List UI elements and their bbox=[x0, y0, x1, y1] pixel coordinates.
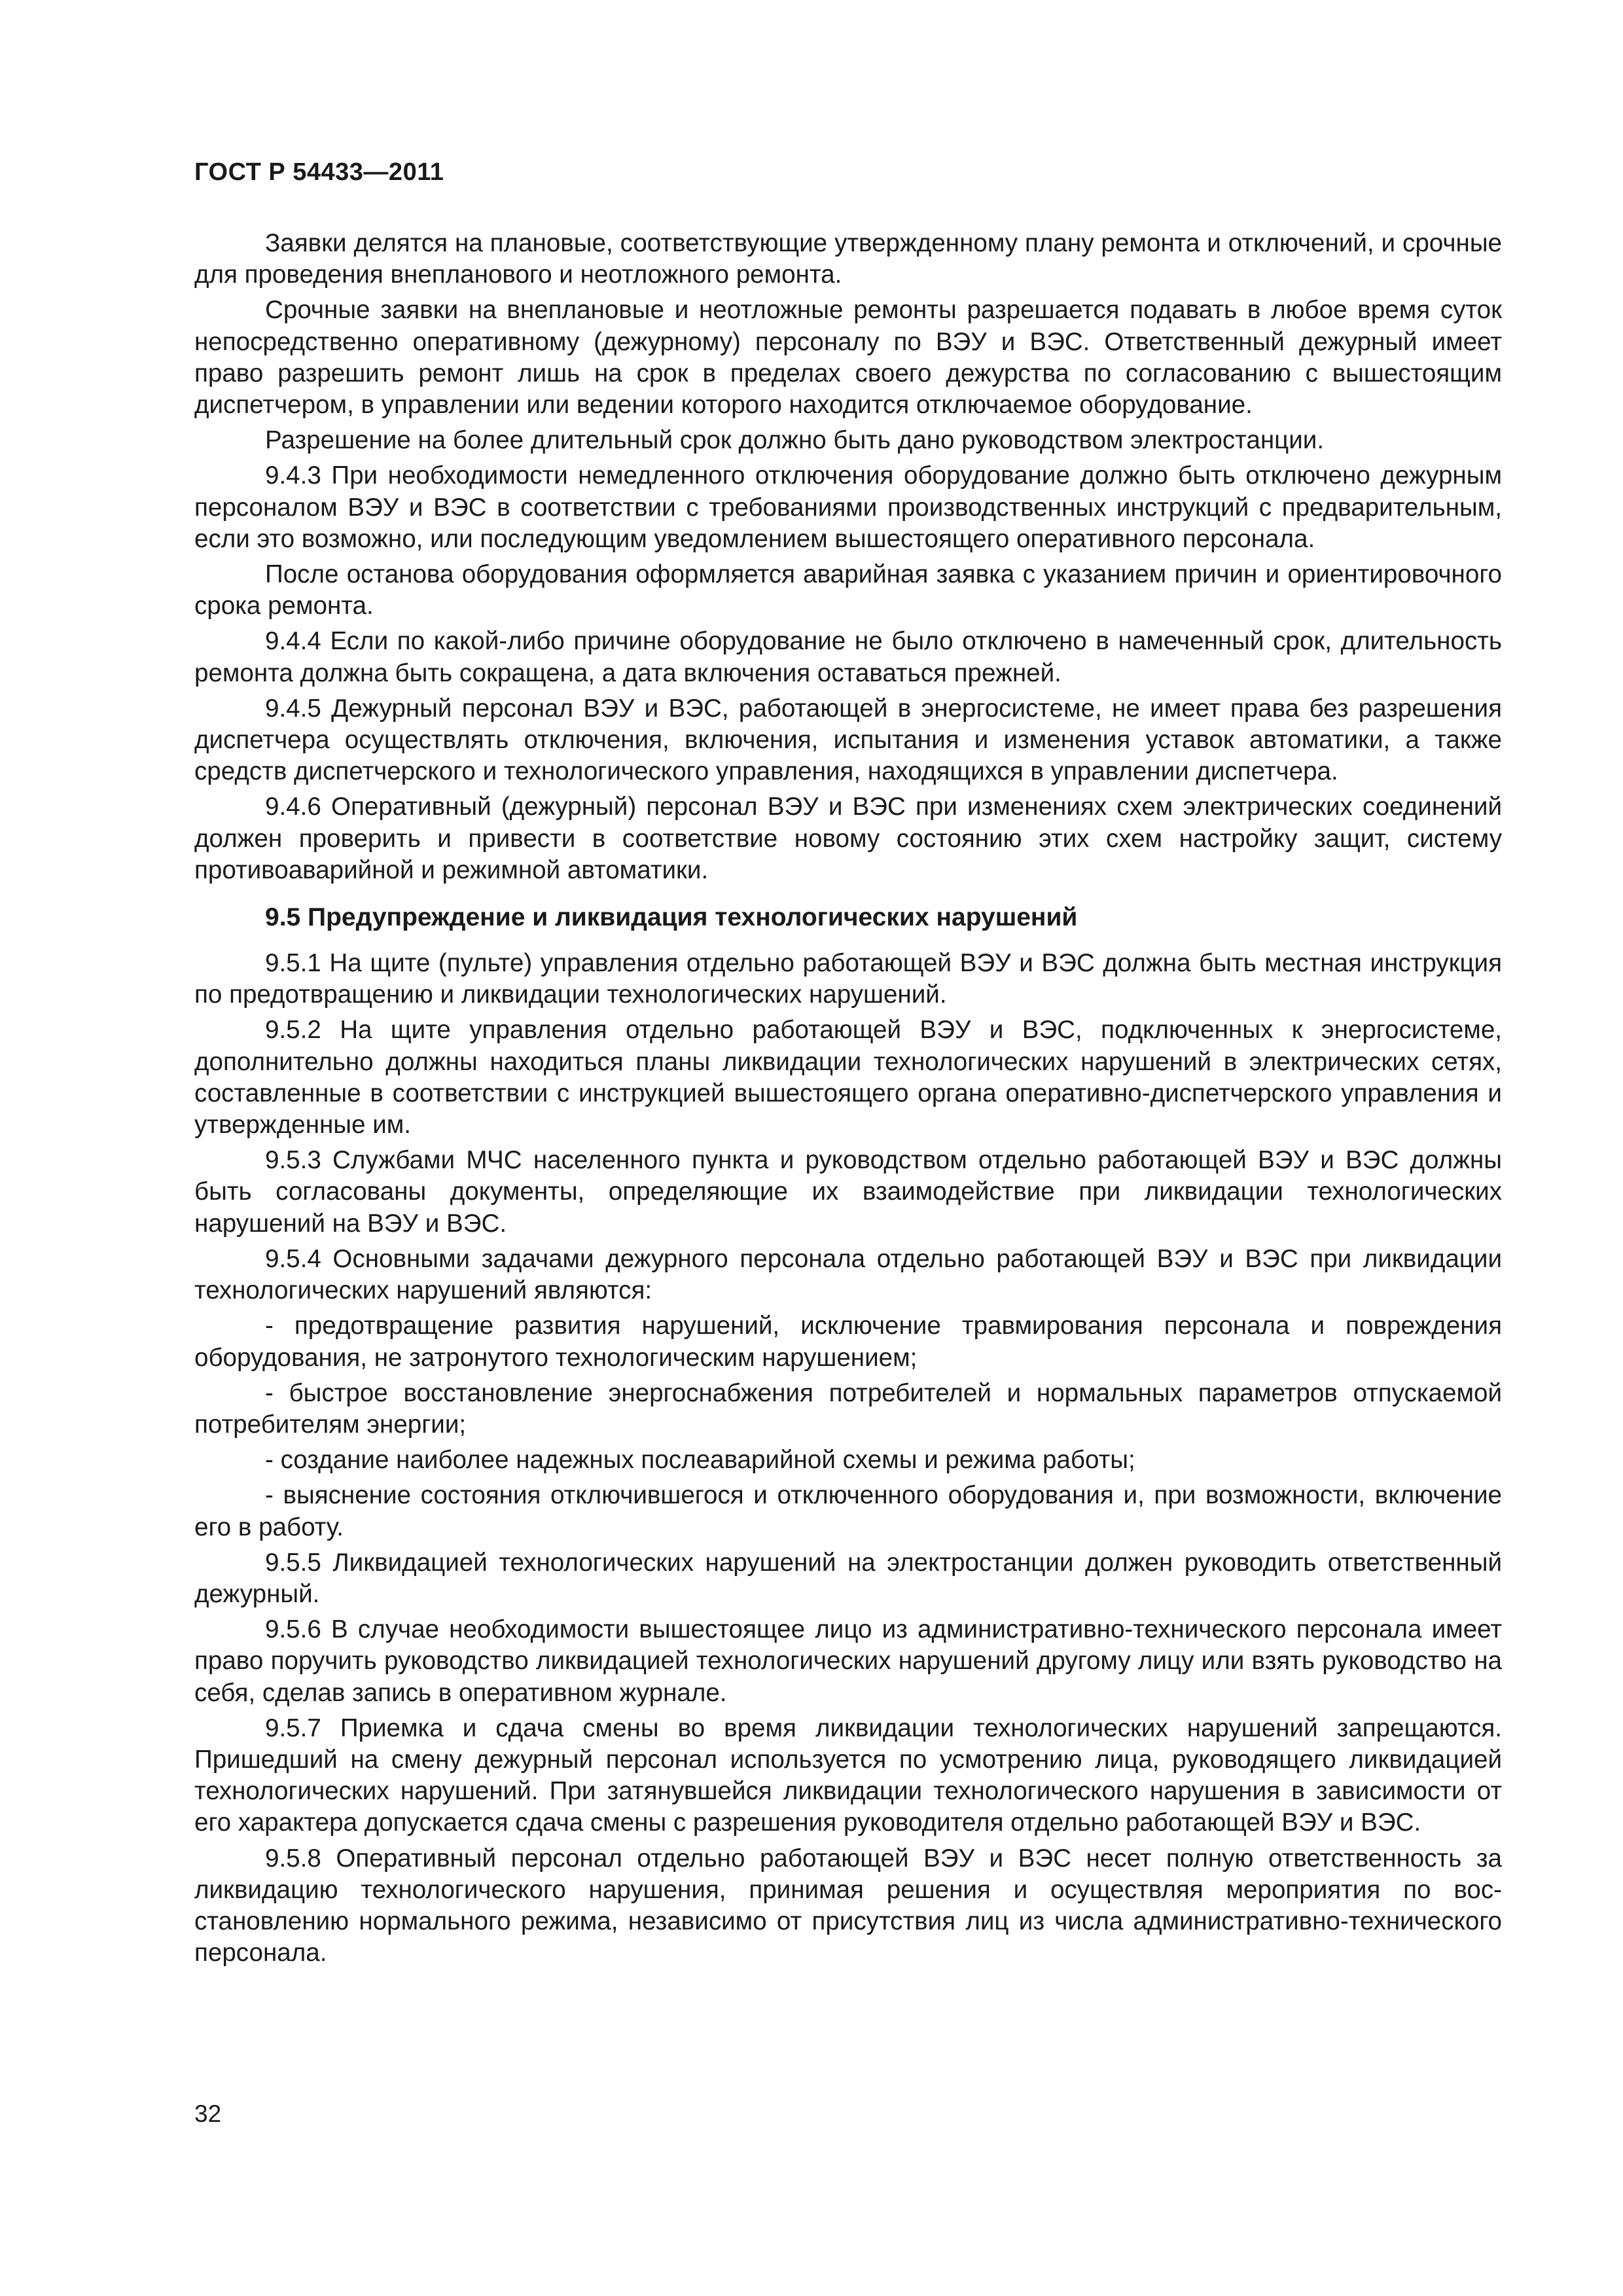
list-item-equipment-status: - выяснение состояния отключившегося и отключенного оборудования и, при возможности, включение его в работу. bbox=[194, 1481, 1502, 1541]
paragraph-requests-types: Заявки делятся на плановые, соответствующие утвержденному плану ремонта и отключений, и срочные для проведения внепланового и неотложного ремонта. bbox=[194, 229, 1502, 289]
document-body bbox=[194, 228, 1502, 1973]
paragraph-9-5-4: 9.5.4 Основными задачами дежурного персонала отдельно работающей ВЭУ и ВЭС при ликвидации технологических нарушений являются: bbox=[194, 1244, 1502, 1305]
paragraph-9-5-5: 9.5.5 Ликвидацией технологических нарушений на электростанции должен руководить ответственный дежурный. bbox=[194, 1548, 1502, 1608]
paragraph-9-5-8: 9.5.8 Оперативный персонал отдельно работающей ВЭУ и ВЭС несет полную ответственность за ликвидацию технологического нарушения, принимая решения и осуществляя мероприятия по восстановлению нормального режима, независимо от присутствия лиц из числа административно-технического персонала. bbox=[194, 1844, 1502, 1967]
paragraph-9-5-6: 9.5.6 В случае необходимости вышестоящее лицо из административно-технического персонала имеет право поручить руководство ликвидацией технологических нарушений другому лицу или взять руководство на себя, сделав запись в оперативном журнале. bbox=[194, 1615, 1502, 1707]
list-item-restoration: - быстрое восстановление энергоснабжения потребителей и нормальных параметров отпускаемой потребителям энергии; bbox=[194, 1378, 1502, 1439]
paragraph-9-5-2: 9.5.2 На щите управления отдельно работающей ВЭУ и ВЭС, подключенных к энергосистеме, дополнительно должны находиться планы ликвидации технологических нарушений в электрических сетях, составленные в соответствии с инструкцией вышестоящего органа оперативно-диспетчерского управления и утвержденные им. bbox=[194, 1016, 1502, 1139]
paragraph-9-4-4: 9.4.4 Если по какой-либо причине оборудование не было отключено в намеченный срок, длительность ремонта должна быть сокращена, а дата включения оставаться прежней. bbox=[194, 627, 1502, 687]
paragraph-emergency-request: После останова оборудования оформляется аварийная заявка с указанием причин и ориентировочного срока ремонта. bbox=[194, 560, 1502, 620]
paragraph-9-4-5: 9.4.5 Дежурный персонал ВЭУ и ВЭС, работающей в энергосистеме, не имеет права без разрешения диспетчера осуществлять отключения, включения, испытания и изменения уставок автоматики, а также средств диспетчерского и технологического управления, находящихся в управлении диспетчера. bbox=[194, 694, 1502, 786]
document-header: ГОСТ Р 54433—2011 bbox=[194, 158, 444, 186]
list-item-prevention: - предотвращение развития нарушений, исключение травмирования персонала и повреждения оборудования, не затронутого технологическим нарушением; bbox=[194, 1312, 1502, 1372]
page-number: 32 bbox=[194, 2100, 222, 2127]
paragraph-9-4-3: 9.4.3 При необходимости немедленного отключения оборудование должно быть отключено дежурным персоналом ВЭУ и ВЭС в соответствии с требованиями производственных инструкций с предварительным, если это возможно, или последующим уведомлением вышестоящего оперативного персонала. bbox=[194, 461, 1502, 553]
paragraph-9-5-1: 9.5.1 На щите (пульте) управления отдельно работающей ВЭУ и ВЭС должна быть местная инструкция по предотвращению и ликвидации технологических нарушений. bbox=[194, 949, 1502, 1009]
paragraph-9-5-3: 9.5.3 Службами МЧС населенного пункта и руководством отдельно работающей ВЭУ и ВЭС должны быть согласованы документы, определяющие их взаимодействие при ликвидации технологических нарушений на ВЭУ и ВЭС. bbox=[194, 1146, 1502, 1238]
list-item-reliable-scheme: - создание наиболее надежных послеаварийной схемы и режима работы; bbox=[265, 1446, 1135, 1475]
paragraph-longer-term-permission: Разрешение на более длительный срок должно быть дано руководством электростанции. bbox=[265, 426, 1325, 455]
section-heading-9-5: 9.5 Предупреждение и ликвидация технологических нарушений bbox=[265, 903, 1078, 932]
paragraph-9-5-7: 9.5.7 Приемка и сдача смены во время ликвидации технологических нарушений запрещаются. Пришедший на смену дежурный персонал используется по усмотрению лица, руководящего ликвидацией технологических нарушений. При затянувшейся ликвидации технологического нарушения в зависимости от его характера допускается сдача смены с разрешения руководителя отдельно работающей ВЭУ и ВЭС. bbox=[194, 1713, 1502, 1837]
paragraph-urgent-requests: Срочные заявки на внеплановые и неотложные ремонты разрешается подавать в любое время суток непосредственно оперативному (дежурному) персоналу по ВЭУ и ВЭС. Ответственный дежурный имеет право разрешить ремонт лишь на срок в пределах своего дежурства по согласованию с вышестоящим диспетчером, в управлении или ведении которого находится отключаемое оборудование. bbox=[194, 296, 1502, 420]
paragraph-9-4-6: 9.4.6 Оперативный (дежурный) персонал ВЭУ и ВЭС при изменениях схем электрических соединений должен проверить и привести в соответствие новому состоянию этих схем настройку защит, систему противоаварийной и режимной автоматики. bbox=[194, 793, 1502, 884]
